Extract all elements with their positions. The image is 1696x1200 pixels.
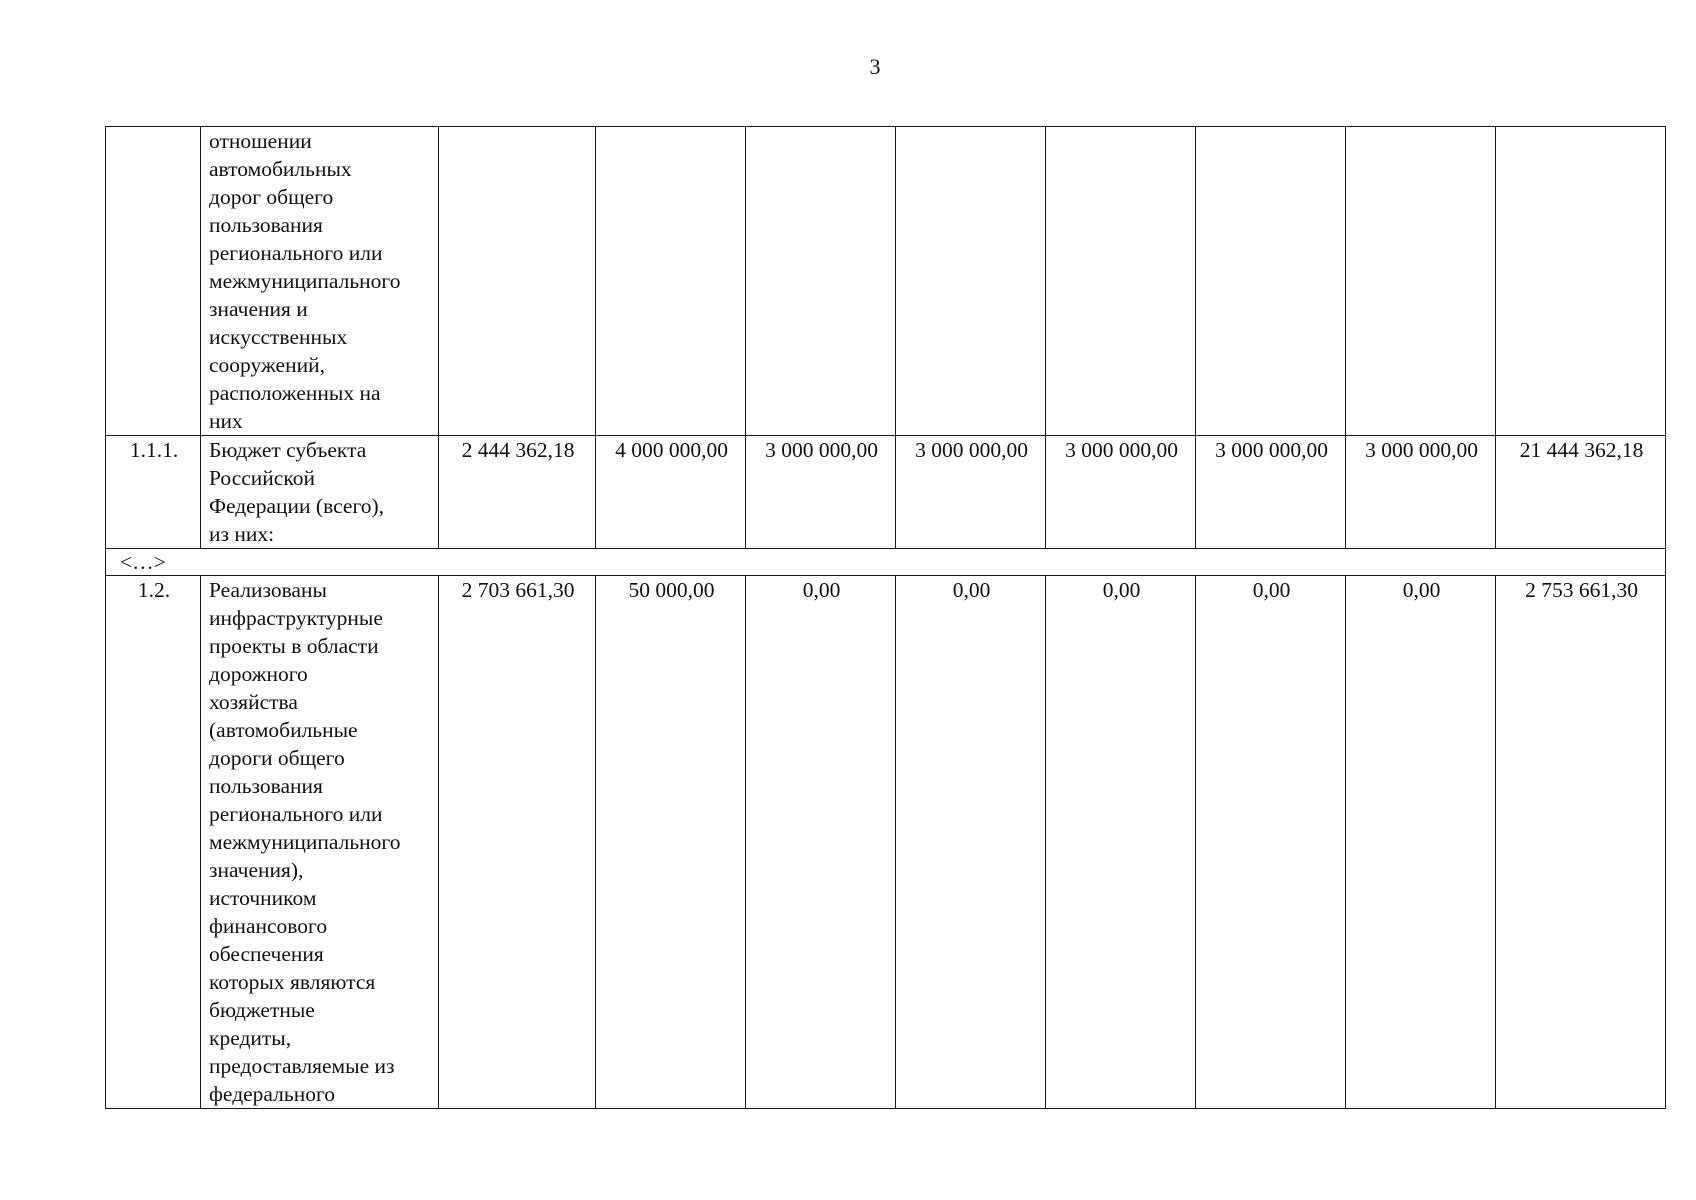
value-cell: 3 000 000,00 [746, 436, 896, 549]
description-line: (автомобильные [209, 718, 358, 742]
row-description [201, 127, 439, 436]
table-row [106, 127, 1666, 436]
value-cell: 21 444 362,18 [1496, 436, 1666, 549]
row-number [106, 127, 201, 436]
description-line: предоставляемые из [209, 1054, 395, 1078]
description-line: дорожного [209, 662, 308, 686]
value-cell [1196, 127, 1346, 436]
description-line: межмуниципального [209, 269, 401, 293]
table-row-omission [106, 549, 1666, 576]
description-line: пользования [209, 774, 323, 798]
description-line: расположенных на [209, 381, 381, 405]
value-cell: 3 000 000,00 [896, 436, 1046, 549]
description-line: регионального или [209, 241, 383, 265]
description-line: искусственных [209, 325, 348, 349]
value-cell [439, 127, 596, 436]
description-line: федерального [209, 1082, 335, 1106]
description-line: Бюджет субъекта [209, 438, 367, 462]
description-line: источником [209, 886, 317, 910]
description-line: пользования [209, 213, 323, 237]
description-line: Российской [209, 466, 315, 490]
value-cell: 2 753 661,30 [1496, 576, 1666, 1109]
value-cell: 0,00 [1346, 576, 1496, 1109]
description-line: межмуниципального [209, 830, 401, 854]
description-line: кредиты, [209, 1026, 292, 1050]
value-cell: 4 000 000,00 [596, 436, 746, 549]
value-cell: 0,00 [746, 576, 896, 1109]
description-line: обеспечения [209, 942, 324, 966]
description-line: финансового [209, 914, 328, 938]
value-cell: 2 703 661,30 [439, 576, 596, 1109]
description-line: значения и [209, 297, 308, 321]
value-cell [746, 127, 896, 436]
description-line: автомобильных [209, 157, 352, 181]
value-cell [1496, 127, 1666, 436]
description-line: проекты в области [209, 634, 379, 658]
value-cell [1046, 127, 1196, 436]
page-number: 3 [869, 54, 881, 79]
description-line: Реализованы [209, 578, 327, 602]
description-line: регионального или [209, 802, 383, 826]
value-cell: 0,00 [896, 576, 1046, 1109]
description-line: хозяйства [209, 690, 298, 714]
value-cell: 0,00 [1196, 576, 1346, 1109]
table-row [106, 436, 1666, 549]
description-line: сооружений, [209, 353, 325, 377]
value-cell [1346, 127, 1496, 436]
description-line: Федерации (всего), [209, 494, 385, 518]
description-line: них [209, 409, 243, 433]
table-row [106, 576, 1666, 1109]
row-number: 1.1.1. [106, 436, 201, 549]
description-line: бюджетные [209, 998, 315, 1022]
budget-table [105, 126, 1666, 1109]
value-cell [596, 127, 746, 436]
row-description [201, 436, 439, 549]
row-number: 1.2. [106, 576, 201, 1109]
row-description [201, 576, 439, 1109]
omission-marker: <…> [106, 549, 1666, 576]
value-cell: 0,00 [1046, 576, 1196, 1109]
value-cell: 2 444 362,18 [439, 436, 596, 549]
value-cell: 3 000 000,00 [1046, 436, 1196, 549]
description-line: дорог общего [209, 185, 334, 209]
description-line: значения), [209, 858, 304, 882]
description-line: дороги общего [209, 746, 345, 770]
value-cell: 50 000,00 [596, 576, 746, 1109]
value-cell: 3 000 000,00 [1196, 436, 1346, 549]
description-line: инфраструктурные [209, 606, 383, 630]
description-line: отношении [209, 129, 312, 153]
value-cell [896, 127, 1046, 436]
value-cell: 3 000 000,00 [1346, 436, 1496, 549]
description-line: из них: [209, 522, 275, 546]
description-line: которых являются [209, 970, 376, 994]
